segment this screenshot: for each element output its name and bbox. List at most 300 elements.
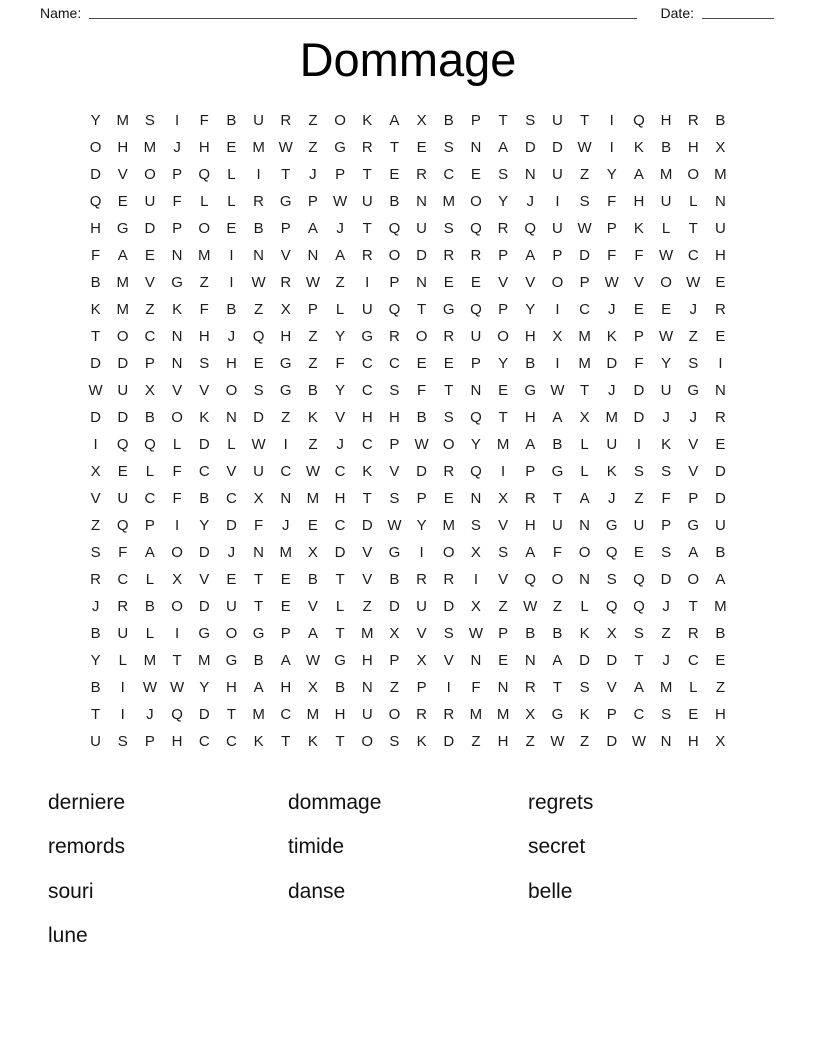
grid-letter: T bbox=[552, 678, 562, 696]
grid-letter: H bbox=[90, 219, 101, 237]
grid-letter: I bbox=[555, 192, 560, 210]
grid-letter: M bbox=[252, 138, 265, 156]
grid-letter: A bbox=[307, 624, 318, 642]
grid-letter: Q bbox=[605, 597, 618, 615]
grid-letter: F bbox=[634, 246, 644, 264]
grid-letter: F bbox=[552, 543, 562, 561]
grid-letter: Z bbox=[308, 111, 318, 129]
grid-letter: M bbox=[116, 300, 129, 318]
grid-letter: O bbox=[89, 138, 102, 156]
grid-letter: Q bbox=[388, 219, 401, 237]
grid-letter: M bbox=[496, 705, 510, 723]
grid-letter: P bbox=[307, 192, 318, 210]
grid-letter: D bbox=[90, 408, 101, 426]
grid-letter: G bbox=[687, 516, 700, 534]
grid-letter: R bbox=[253, 192, 264, 210]
grid-letter: C bbox=[225, 489, 237, 507]
grid-letter: W bbox=[305, 273, 320, 291]
grid-letter: M bbox=[496, 435, 510, 453]
grid-letter: G bbox=[279, 381, 292, 399]
grid-letter: F bbox=[90, 246, 101, 264]
grid-letter: N bbox=[171, 327, 183, 345]
grid-letter: R bbox=[443, 246, 455, 264]
grid-letter: V bbox=[199, 381, 210, 399]
grid-letter: Q bbox=[633, 597, 645, 615]
grid-letter: Y bbox=[199, 516, 210, 534]
grid-letter: F bbox=[172, 462, 182, 480]
grid-letter: N bbox=[714, 381, 726, 399]
grid-letter: A bbox=[688, 543, 699, 561]
grid-letter: J bbox=[662, 651, 670, 669]
grid-letter: R bbox=[497, 219, 509, 237]
grid-letter: T bbox=[688, 219, 698, 237]
grid-letter: H bbox=[225, 678, 237, 696]
grid-letter: M bbox=[469, 705, 483, 723]
grid-letter: D bbox=[579, 651, 590, 669]
grid-letter: H bbox=[280, 327, 292, 345]
grid-letter: D bbox=[144, 219, 156, 237]
grid-letter: H bbox=[171, 732, 183, 750]
grid-letter: Q bbox=[198, 165, 211, 183]
grid-letter: A bbox=[335, 246, 346, 264]
grid-letter: J bbox=[689, 408, 697, 426]
grid-letter: R bbox=[416, 165, 427, 183]
grid-letter: P bbox=[498, 246, 509, 264]
grid-letter: B bbox=[715, 624, 726, 642]
grid-letter: Z bbox=[579, 165, 590, 183]
grid-letter: B bbox=[90, 273, 101, 291]
grid-letter: B bbox=[443, 111, 454, 129]
grid-letter: I bbox=[174, 111, 180, 129]
grid-letter: Y bbox=[525, 300, 536, 318]
grid-letter: Q bbox=[171, 705, 183, 723]
grid-letter: D bbox=[198, 543, 210, 561]
grid-letter: E bbox=[715, 273, 726, 291]
grid-letter: H bbox=[334, 489, 346, 507]
grid-letter: B bbox=[307, 570, 318, 588]
grid-letter: W bbox=[577, 219, 592, 237]
grid-letter: W bbox=[658, 327, 674, 345]
grid-letter: B bbox=[226, 111, 237, 129]
grid-letter: R bbox=[443, 570, 455, 588]
grid-letter: I bbox=[555, 354, 560, 372]
word-item: belle bbox=[528, 879, 573, 903]
grid-letter: Z bbox=[281, 408, 291, 426]
grid-letter: Q bbox=[116, 435, 129, 453]
grid-letter: P bbox=[172, 165, 183, 183]
grid-letter: B bbox=[715, 111, 726, 129]
grid-letter: S bbox=[470, 516, 481, 534]
grid-letter: J bbox=[607, 300, 616, 318]
grid-letter: Q bbox=[524, 219, 537, 237]
grid-letter: S bbox=[90, 543, 101, 561]
grid-letter: N bbox=[307, 246, 319, 264]
word-item: regrets bbox=[528, 790, 594, 814]
grid-letter: Z bbox=[715, 678, 725, 696]
grid-letter: U bbox=[606, 435, 618, 453]
grid-letter: H bbox=[361, 651, 373, 669]
grid-letter: G bbox=[334, 138, 346, 156]
grid-letter: H bbox=[687, 732, 699, 750]
grid-letter: X bbox=[389, 624, 400, 642]
grid-letter: O bbox=[144, 165, 156, 183]
grid-letter: Y bbox=[335, 327, 346, 345]
grid-letter: R bbox=[443, 462, 455, 480]
grid-letter: G bbox=[361, 327, 374, 345]
grid-letter: F bbox=[607, 192, 617, 210]
grid-letter: E bbox=[633, 300, 644, 318]
grid-letter: M bbox=[360, 624, 374, 642]
grid-letter: S bbox=[525, 111, 536, 129]
grid-letter: S bbox=[688, 354, 699, 372]
grid-letter: B bbox=[661, 138, 672, 156]
grid-letter: I bbox=[174, 624, 180, 642]
grid-letter: Z bbox=[579, 732, 590, 750]
grid-letter: C bbox=[687, 651, 699, 669]
grid-letter: E bbox=[443, 273, 454, 291]
grid-letter: J bbox=[227, 327, 236, 345]
grid-letter: J bbox=[281, 516, 290, 534]
grid-letter: E bbox=[498, 381, 509, 399]
grid-letter: E bbox=[389, 165, 400, 183]
grid-letter: T bbox=[389, 138, 399, 156]
grid-letter: J bbox=[227, 543, 236, 561]
grid-letter: Z bbox=[308, 138, 318, 156]
grid-letter: L bbox=[200, 192, 209, 210]
grid-letter: V bbox=[117, 165, 128, 183]
grid-letter: C bbox=[280, 462, 292, 480]
grid-letter: D bbox=[334, 543, 346, 561]
grid-letter: E bbox=[715, 435, 726, 453]
grid-letter: X bbox=[606, 624, 617, 642]
grid-letter: Q bbox=[633, 111, 645, 129]
grid-letter: Z bbox=[688, 327, 698, 345]
grid-letter: I bbox=[120, 678, 125, 696]
grid-letter: O bbox=[442, 543, 455, 561]
grid-letter: O bbox=[660, 273, 672, 291]
grid-letter: W bbox=[278, 138, 293, 156]
grid-letter: M bbox=[578, 354, 591, 372]
name-label: Name: bbox=[40, 5, 82, 21]
grid-letter: S bbox=[606, 570, 617, 588]
grid-letter: K bbox=[362, 111, 373, 129]
grid-letter: K bbox=[307, 408, 318, 426]
grid-letter: X bbox=[307, 678, 318, 696]
grid-letter: M bbox=[714, 165, 727, 183]
grid-letter: Z bbox=[90, 516, 101, 534]
grid-letter: J bbox=[662, 597, 670, 615]
grid-letter: U bbox=[117, 381, 129, 399]
grid-letter: B bbox=[144, 408, 155, 426]
grid-letter: X bbox=[715, 732, 726, 750]
grid-letter: Q bbox=[89, 192, 102, 210]
grid-letter: G bbox=[687, 381, 700, 399]
grid-letter: A bbox=[117, 246, 128, 264]
grid-letter: O bbox=[388, 705, 401, 723]
grid-letter: V bbox=[199, 570, 210, 588]
grid-letter: U bbox=[253, 462, 264, 480]
grid-letter: D bbox=[117, 408, 129, 426]
grid-letter: U bbox=[633, 516, 645, 534]
grid-letter: K bbox=[90, 300, 101, 318]
grid-letter: T bbox=[172, 651, 182, 669]
grid-letter: S bbox=[389, 489, 400, 507]
grid-letter: V bbox=[688, 435, 699, 453]
grid-letter: D bbox=[606, 354, 618, 372]
grid-letter: W bbox=[305, 651, 320, 669]
grid-letter: H bbox=[198, 327, 210, 345]
grid-letter: Y bbox=[199, 678, 210, 696]
grid-letter: G bbox=[551, 462, 564, 480]
grid-letter: W bbox=[142, 678, 157, 696]
grid-letter: Q bbox=[116, 516, 129, 534]
grid-letter: Y bbox=[90, 651, 101, 669]
grid-letter: T bbox=[579, 111, 590, 129]
grid-letter: O bbox=[687, 165, 700, 183]
grid-letter: D bbox=[225, 516, 237, 534]
grid-letter: P bbox=[144, 516, 155, 534]
grid-letter: O bbox=[116, 327, 129, 345]
grid-letter: I bbox=[365, 273, 370, 291]
grid-letter: R bbox=[687, 111, 699, 129]
grid-letter: T bbox=[362, 489, 372, 507]
grid-letter: W bbox=[251, 435, 266, 453]
grid-letter: M bbox=[197, 651, 211, 669]
grid-letter: V bbox=[498, 516, 509, 534]
grid-letter: M bbox=[714, 597, 727, 615]
grid-letter: J bbox=[662, 408, 670, 426]
grid-letter: Z bbox=[308, 435, 318, 453]
grid-letter: U bbox=[361, 300, 373, 318]
grid-letter: O bbox=[171, 597, 183, 615]
grid-letter: L bbox=[145, 462, 155, 480]
grid-letter: D bbox=[714, 462, 726, 480]
grid-letter: D bbox=[443, 732, 455, 750]
grid-letter: J bbox=[607, 489, 616, 507]
grid-letter: B bbox=[335, 678, 346, 696]
grid-letter: A bbox=[633, 678, 644, 696]
grid-letter: Z bbox=[199, 273, 209, 291]
grid-letter: F bbox=[607, 246, 617, 264]
grid-letter: V bbox=[688, 462, 699, 480]
grid-letter: T bbox=[498, 111, 508, 129]
grid-letter: D bbox=[90, 354, 101, 372]
grid-letter: V bbox=[362, 570, 373, 588]
grid-letter: Z bbox=[498, 597, 508, 615]
grid-letter: L bbox=[227, 192, 236, 210]
grid-letter: P bbox=[606, 705, 617, 723]
grid-letter: N bbox=[171, 354, 183, 372]
grid-letter: T bbox=[226, 705, 236, 723]
grid-letter: C bbox=[334, 462, 346, 480]
grid-letter: E bbox=[253, 354, 264, 372]
grid-letter: M bbox=[252, 705, 265, 723]
grid-letter: C bbox=[633, 705, 645, 723]
grid-letter: F bbox=[335, 354, 345, 372]
grid-letter: S bbox=[117, 732, 128, 750]
grid-letter: L bbox=[172, 435, 182, 453]
grid-letter: Y bbox=[416, 516, 427, 534]
grid-letter: P bbox=[579, 273, 590, 291]
grid-letter: R bbox=[280, 273, 292, 291]
grid-letter: D bbox=[117, 354, 129, 372]
grid-letter: P bbox=[389, 651, 400, 669]
grid-letter: L bbox=[580, 435, 589, 453]
grid-letter: E bbox=[633, 543, 644, 561]
grid-letter: M bbox=[306, 705, 320, 723]
grid-letter: W bbox=[305, 462, 320, 480]
grid-letter: T bbox=[281, 732, 291, 750]
grid-letter: C bbox=[144, 327, 156, 345]
grid-letter: P bbox=[389, 273, 400, 291]
grid-letter: U bbox=[361, 192, 373, 210]
grid-letter: U bbox=[551, 516, 563, 534]
grid-letter: N bbox=[497, 678, 509, 696]
grid-letter: D bbox=[714, 489, 726, 507]
grid-letter: A bbox=[280, 651, 291, 669]
grid-letter: E bbox=[226, 138, 237, 156]
grid-letter: C bbox=[361, 435, 373, 453]
grid-letter: I bbox=[473, 570, 478, 588]
grid-letter: P bbox=[335, 165, 346, 183]
grid-letter: T bbox=[281, 165, 291, 183]
grid-letter: R bbox=[714, 300, 726, 318]
grid-letter: P bbox=[470, 111, 481, 129]
grid-letter: S bbox=[579, 678, 590, 696]
grid-letter: I bbox=[93, 435, 98, 453]
grid-letter: A bbox=[552, 651, 563, 669]
grid-letter: X bbox=[90, 462, 101, 480]
grid-letter: T bbox=[498, 408, 508, 426]
grid-letter: H bbox=[660, 111, 672, 129]
grid-letter: B bbox=[552, 624, 563, 642]
grid-letter: D bbox=[633, 381, 645, 399]
grid-letter: O bbox=[361, 732, 374, 750]
grid-letter: U bbox=[660, 192, 672, 210]
grid-letter: W bbox=[577, 138, 592, 156]
word-item: secret bbox=[528, 835, 586, 859]
grid-letter: M bbox=[143, 138, 157, 156]
grid-letter: Y bbox=[90, 111, 101, 129]
grid-letter: M bbox=[143, 651, 157, 669]
grid-letter: N bbox=[579, 570, 590, 588]
grid-letter: N bbox=[280, 489, 292, 507]
grid-letter: E bbox=[661, 300, 672, 318]
grid-letter: K bbox=[362, 462, 373, 480]
word-item: souri bbox=[48, 879, 94, 903]
grid-letter: N bbox=[714, 192, 726, 210]
grid-letter: P bbox=[280, 219, 291, 237]
grid-letter: V bbox=[280, 246, 291, 264]
grid-letter: E bbox=[416, 138, 427, 156]
grid-letter: B bbox=[144, 597, 155, 615]
grid-letter: D bbox=[416, 462, 427, 480]
grid-letter: B bbox=[90, 624, 101, 642]
grid-letter: S bbox=[443, 624, 454, 642]
grid-letter: E bbox=[226, 570, 237, 588]
grid-letter: T bbox=[552, 489, 562, 507]
grid-letter: A bbox=[633, 165, 644, 183]
grid-letter: B bbox=[715, 543, 726, 561]
grid-letter: C bbox=[117, 570, 129, 588]
grid-letter: C bbox=[443, 165, 455, 183]
grid-letter: W bbox=[550, 381, 565, 399]
grid-letter: N bbox=[225, 408, 237, 426]
grid-letter: O bbox=[225, 381, 238, 399]
grid-letter: D bbox=[416, 246, 427, 264]
grid-letter: C bbox=[687, 246, 699, 264]
grid-letter: T bbox=[688, 597, 698, 615]
grid-letter: E bbox=[144, 246, 155, 264]
grid-letter: T bbox=[362, 219, 372, 237]
grid-letter: A bbox=[552, 408, 563, 426]
grid-letter: G bbox=[171, 273, 183, 291]
grid-letter: J bbox=[309, 165, 317, 183]
grid-letter: Q bbox=[524, 570, 537, 588]
grid-letter: S bbox=[443, 219, 454, 237]
grid-letter: D bbox=[579, 246, 590, 264]
grid-letter: R bbox=[416, 570, 427, 588]
grid-letter: Z bbox=[335, 273, 345, 291]
grid-letter: P bbox=[144, 354, 155, 372]
grid-letter: X bbox=[525, 705, 536, 723]
grid-letter: X bbox=[470, 543, 481, 561]
grid-letter: C bbox=[334, 516, 346, 534]
grid-letter: L bbox=[335, 300, 345, 318]
grid-letter: H bbox=[280, 678, 292, 696]
grid-letter: B bbox=[307, 381, 318, 399]
grid-letter: U bbox=[551, 165, 563, 183]
grid-letter: J bbox=[173, 138, 181, 156]
grid-letter: W bbox=[251, 273, 266, 291]
grid-letter: H bbox=[633, 192, 645, 210]
grid-letter: T bbox=[253, 597, 264, 615]
grid-letter: U bbox=[714, 219, 726, 237]
grid-letter: Z bbox=[308, 354, 318, 372]
grid-letter: A bbox=[525, 543, 536, 561]
grid-letter: X bbox=[144, 381, 155, 399]
grid-letter: O bbox=[442, 435, 455, 453]
grid-letter: F bbox=[199, 300, 209, 318]
grid-letter: X bbox=[552, 327, 563, 345]
grid-letter: S bbox=[498, 543, 509, 561]
grid-letter: Q bbox=[633, 570, 645, 588]
grid-letter: U bbox=[225, 597, 237, 615]
grid-letter: T bbox=[335, 624, 345, 642]
grid-letter: F bbox=[172, 489, 182, 507]
grid-letter: L bbox=[661, 219, 671, 237]
grid-letter: O bbox=[171, 543, 183, 561]
grid-letter: U bbox=[714, 516, 726, 534]
grid-letter: Z bbox=[634, 489, 644, 507]
grid-letter: I bbox=[174, 516, 180, 534]
grid-letter: Q bbox=[144, 435, 156, 453]
grid-letter: E bbox=[470, 165, 481, 183]
grid-letter: E bbox=[443, 489, 454, 507]
grid-letter: J bbox=[336, 219, 344, 237]
grid-letter: D bbox=[606, 651, 618, 669]
grid-letter: U bbox=[416, 597, 427, 615]
grid-letter: P bbox=[144, 732, 155, 750]
grid-letter: K bbox=[633, 219, 644, 237]
grid-letter: T bbox=[579, 381, 590, 399]
grid-letter: E bbox=[117, 192, 128, 210]
grid-letter: N bbox=[171, 246, 183, 264]
grid-letter: W bbox=[414, 435, 429, 453]
grid-letter: P bbox=[280, 624, 291, 642]
grid-letter: N bbox=[253, 246, 264, 264]
grid-letter: C bbox=[361, 354, 373, 372]
